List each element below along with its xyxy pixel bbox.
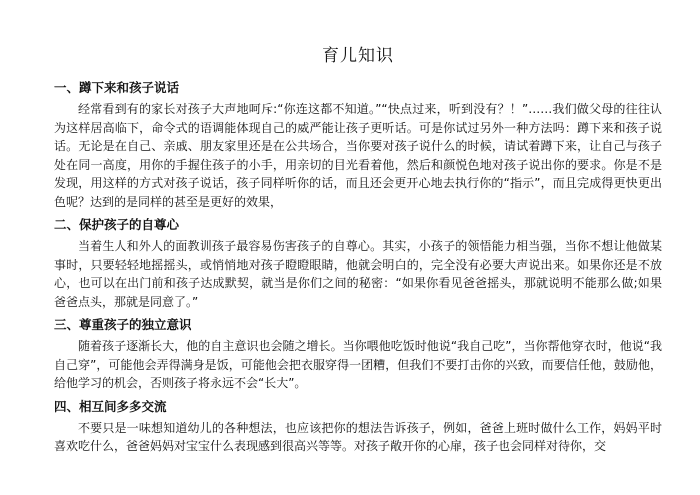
section-paragraph: 经常看到有的家长对孩子大声地呵斥:“你连这都不知道。”“快点过来，听到没有？！”……我们做父母的往往认为这样居高临下，命令式的语调能体现自己的威严能让孩子更听话。可是你试过另外一种方法吗：蹲下来和孩子说话。无论是在自己、亲戚、朋友家里还是在公共场合，当你要对孩子说什么的时候，请试着蹲下来，让自己与孩子处在同一高度，用你的手握住孩子的小手，用亲切的目光看着他，然后和颜悦色地对孩子说出你的要求。你是不是发现，用这样的方式对孩子说话，孩子同样听你的话，而且还会更开心地去执行你的“指示”，而且完成得更快更出色呢？达到的是同样的甚至是更好的效果， <box>54 102 662 209</box>
section-self-esteem <box>54 215 662 311</box>
section-squat-down <box>54 78 662 211</box>
section-heading: 一、蹲下来和孩子说话 <box>54 80 180 95</box>
section-paragraph: 当着生人和外人的面教训孩子最容易伤害孩子的自尊心。其实，小孩子的领悟能力相当强，当你不想让他做某事时，只要轻轻地摇摇头，或悄悄地对孩子瞪瞪眼睛，他就会明白的，完全没有必要大声说出来。如果你还是不放心，也可以在出门前和孩子达成默契，就当是你们之间的秘密：“如果你看见爸爸摇头，那就说明不能那么做;如果爸爸点头，那就是同意了。” <box>54 239 662 309</box>
section-paragraph: 随着孩子逐渐长大，他的自主意识也会随之增长。当你喂他吃饭时他说“我自己吃”，当你帮他穿衣时，他说“我自己穿”，可能他会弄得满身是饭，可能他会把衣服穿得一团糟，但我们不要打击你的兴致，而要信任他，鼓励他，给他学习的机会，否则孩子将永远不会“长大”。 <box>54 339 662 390</box>
section-heading: 二、保护孩子的自尊心 <box>54 217 180 232</box>
section-communication <box>54 397 662 456</box>
section-heading: 三、尊重孩子的独立意识 <box>54 317 192 332</box>
section-heading: 四、相互间多多交流 <box>54 398 167 414</box>
section-independence <box>54 315 662 393</box>
document-title: 育儿知识 <box>322 46 394 66</box>
section-paragraph: 不要只是一味想知道幼儿的各种想法，也应该把你的想法告诉孩子，例如，爸爸上班时做什么工作，妈妈平时喜欢吃什么，爸爸妈妈对宝宝什么表现感到很高兴等等。对孩子敞开你的心扉，孩子也会同样对待你，交 <box>54 420 662 453</box>
